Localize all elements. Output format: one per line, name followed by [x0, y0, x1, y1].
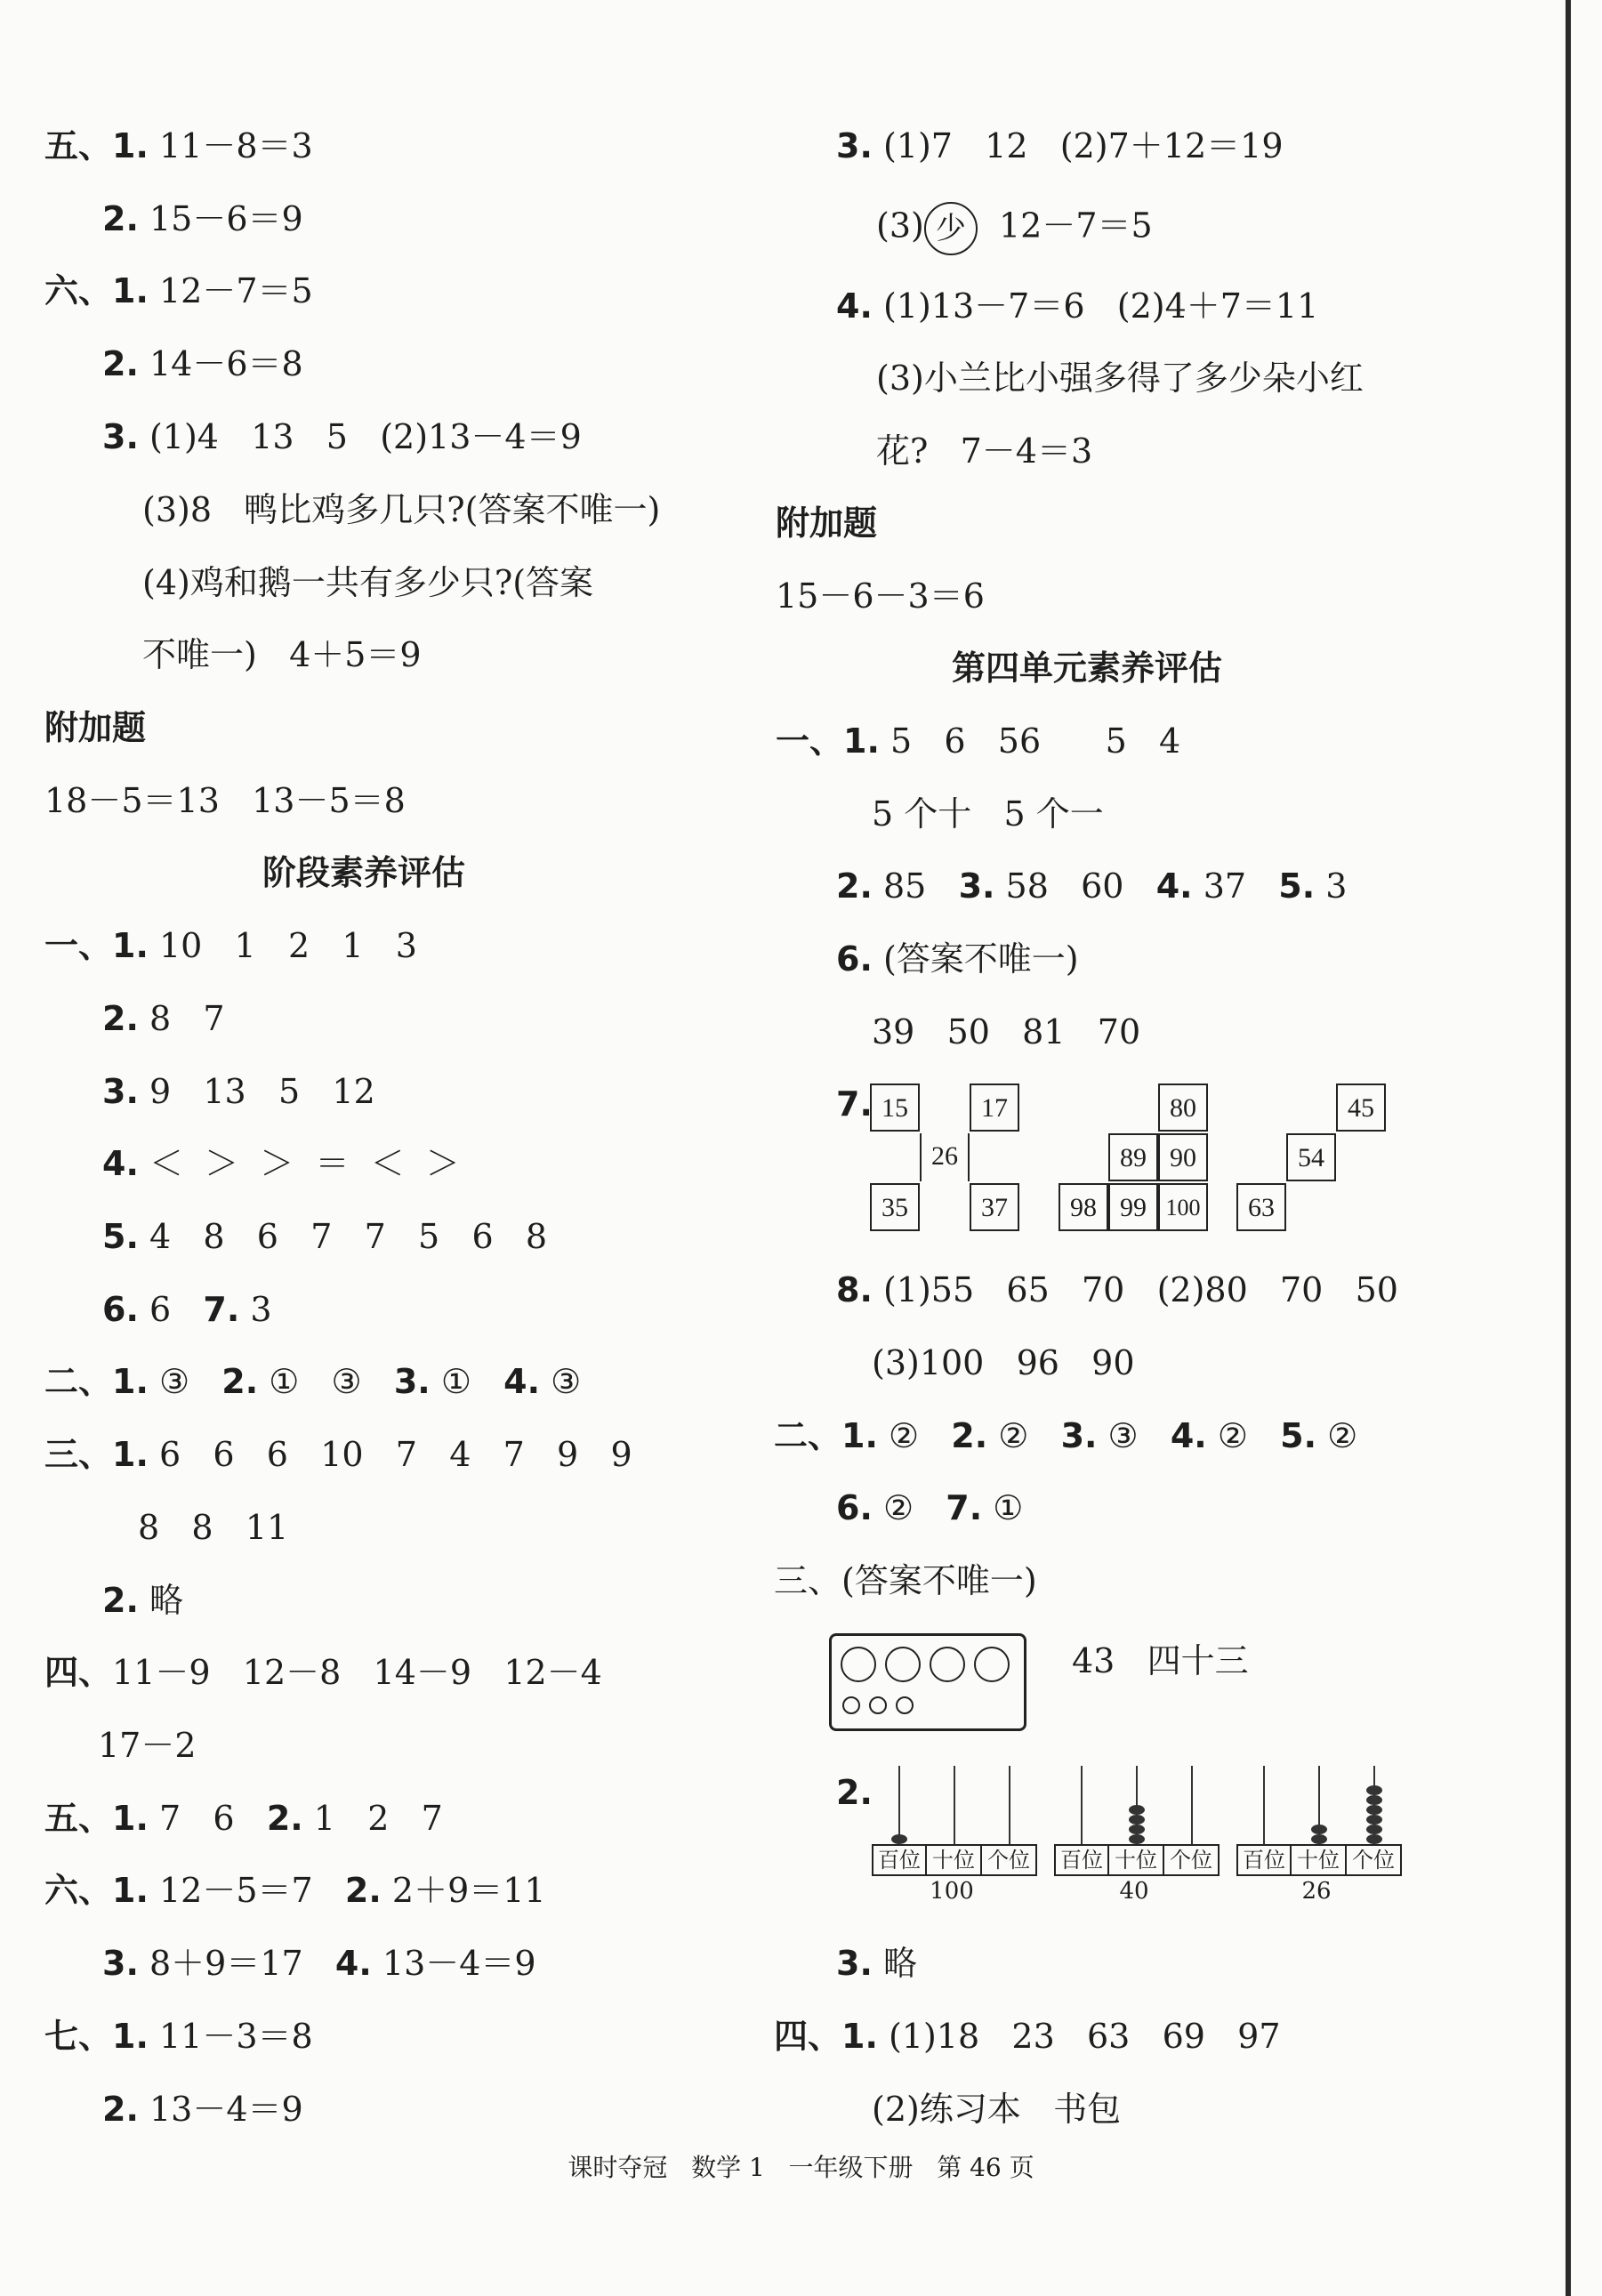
- answer-line: 七、1. 11－3＝8: [44, 2017, 313, 2056]
- answer-line: 3. (1)7 12 (2)7＋12＝19: [836, 126, 1284, 165]
- small-circle: [842, 1696, 860, 1714]
- answer-line: 三、(答案不唯一): [774, 1561, 1037, 1600]
- answer-line: 2. 略: [102, 1581, 183, 1620]
- place-label: 个位: [1345, 1844, 1402, 1876]
- answer-line: 六、1. 12－7＝5: [44, 271, 313, 310]
- place-label: 十位: [925, 1844, 982, 1876]
- grid-cell: 15: [870, 1084, 920, 1132]
- answer-line: 一、1. 10 1 2 1 3: [44, 926, 417, 965]
- answer-line: 5. 4 8 6 7 7 5 6 8: [102, 1217, 548, 1256]
- answer-line: 2. 14－6＝8: [102, 344, 303, 383]
- answer-line: (2)练习本 书包: [872, 2090, 1122, 2129]
- abacus-value: 100: [930, 1878, 974, 1905]
- answer-line: 二、1. ② 2. ② 3. ③ 4. ② 5. ②: [774, 1416, 1358, 1455]
- section-heading: 附加题: [44, 708, 147, 747]
- answer-line: 8 8 11: [138, 1508, 289, 1547]
- grid-cell: 17: [970, 1084, 1019, 1132]
- grid-cell: 45: [1336, 1084, 1386, 1132]
- answer-line: (4)鸡和鹅一共有多少只?(答案: [142, 563, 594, 602]
- grid-cell: 99: [1108, 1183, 1158, 1231]
- answer-line: 3. 略: [836, 1944, 917, 1983]
- answer-line: 2.: [836, 1773, 873, 1812]
- answer-line: 5 个十 5 个一: [872, 794, 1104, 834]
- answer-line: 四、11－9 12－8 14－9 12－4: [44, 1653, 602, 1692]
- grid-cell: 89: [1108, 1133, 1158, 1181]
- big-circle: [930, 1647, 965, 1682]
- circled-answer: 少: [924, 202, 978, 255]
- answer-line: 4. (1)13－7＝6 (2)4＋7＝11: [836, 286, 1319, 326]
- big-circle: [841, 1647, 876, 1682]
- grid-cell: 37: [970, 1183, 1019, 1231]
- abacus-value: 40: [1119, 1878, 1149, 1905]
- answer-line: 四、1. (1)18 23 63 69 97: [774, 2017, 1281, 2056]
- grid-cell: 63: [1236, 1183, 1286, 1231]
- grid-cell: 54: [1286, 1133, 1336, 1181]
- abacus-26: [1236, 1766, 1405, 1905]
- section-heading: 第四单元素养评估: [952, 649, 1223, 688]
- answer-line: 五、1. 7 6 2. 1 2 7: [44, 1799, 443, 1838]
- scan-edge: [1566, 0, 1571, 2296]
- place-label: 百位: [1054, 1844, 1109, 1876]
- answer-line: 43 四十三: [1072, 1641, 1249, 1680]
- answer-line: 6. (答案不唯一): [836, 939, 1079, 979]
- answer-line: 39 50 81 70: [872, 1012, 1141, 1051]
- answer-line: 8. (1)55 65 70 (2)80 70 50: [836, 1270, 1398, 1309]
- answer-line: 3. 8＋9＝17 4. 13－4＝9: [102, 1944, 536, 1983]
- answer-line: 不唯一) 4＋5＝9: [142, 635, 422, 674]
- answer-line: 15－6－3＝6: [776, 576, 985, 616]
- abacus-bead: [891, 1834, 907, 1844]
- answer-line: 7.: [836, 1084, 873, 1124]
- answer-line: 6. ② 7. ①: [836, 1488, 1024, 1527]
- answer-line: 一、1. 5 6 56 5 4: [776, 721, 1181, 761]
- answer-line: 6. 6 7. 3: [102, 1290, 272, 1329]
- section-heading: 附加题: [776, 504, 878, 543]
- big-circle: [885, 1647, 921, 1682]
- abacus-value: 26: [1301, 1878, 1332, 1905]
- place-label: 百位: [1236, 1844, 1292, 1876]
- answer-line: 3. (1)4 13 5 (2)13－4＝9: [102, 417, 582, 456]
- answer-line: (3) 少 12－7＝5: [876, 202, 1153, 255]
- answer-line: 六、1. 12－5＝7 2. 2＋9＝11: [44, 1871, 546, 1910]
- answer-line: 4. ＜ ＞ ＞ ＝ ＜ ＞: [102, 1144, 460, 1183]
- place-label: 十位: [1290, 1844, 1347, 1876]
- answer-line: (3)8 鸭比鸡多几只?(答案不唯一): [142, 490, 661, 529]
- place-label: 个位: [1163, 1844, 1220, 1876]
- counters-box: [829, 1633, 1026, 1731]
- grid-cell: 80: [1158, 1084, 1208, 1132]
- grid-cell: 98: [1059, 1183, 1108, 1231]
- place-label: 十位: [1107, 1844, 1164, 1876]
- section-heading: 阶段素养评估: [262, 853, 466, 892]
- place-label: 百位: [872, 1844, 927, 1876]
- answer-line: 18－5＝13 13－5＝8: [44, 781, 406, 820]
- abacus-40: [1054, 1766, 1223, 1905]
- answer-line: 三、1. 6 6 6 10 7 4 7 9 9: [44, 1435, 632, 1474]
- answer-line: 2. 13－4＝9: [102, 2090, 303, 2129]
- big-circle: [974, 1647, 1010, 1682]
- page-footer: 课时夺冠 数学 1 一年级下册 第 46 页: [568, 2153, 1034, 2182]
- grid-cell: 35: [870, 1183, 920, 1231]
- small-circle: [896, 1696, 914, 1714]
- answer-line: 2. 8 7: [102, 999, 225, 1038]
- small-circle: [869, 1696, 887, 1714]
- place-label: 个位: [980, 1844, 1037, 1876]
- answer-line: 17－2: [98, 1726, 197, 1765]
- answer-line: 2. 85 3. 58 60 4. 37 5. 3: [836, 866, 1348, 906]
- grid-cell: 100: [1158, 1183, 1208, 1231]
- grid-cell: 26: [920, 1133, 970, 1181]
- answer-line: 2. 15－6＝9: [102, 199, 303, 238]
- answer-line: (3)小兰比小强多得了多少朵小红: [876, 358, 1364, 398]
- answer-line: 3. 9 13 5 12: [102, 1072, 375, 1111]
- grid-cell: 90: [1158, 1133, 1208, 1181]
- answer-line: 二、1. ③ 2. ① ③ 3. ① 4. ③: [44, 1362, 582, 1401]
- answer-line: 花? 7－4＝3: [876, 431, 1093, 471]
- answer-line: 五、1. 11－8＝3: [44, 126, 313, 165]
- answer-line: (3)100 96 90: [872, 1343, 1135, 1382]
- abacus-100: [872, 1766, 1041, 1905]
